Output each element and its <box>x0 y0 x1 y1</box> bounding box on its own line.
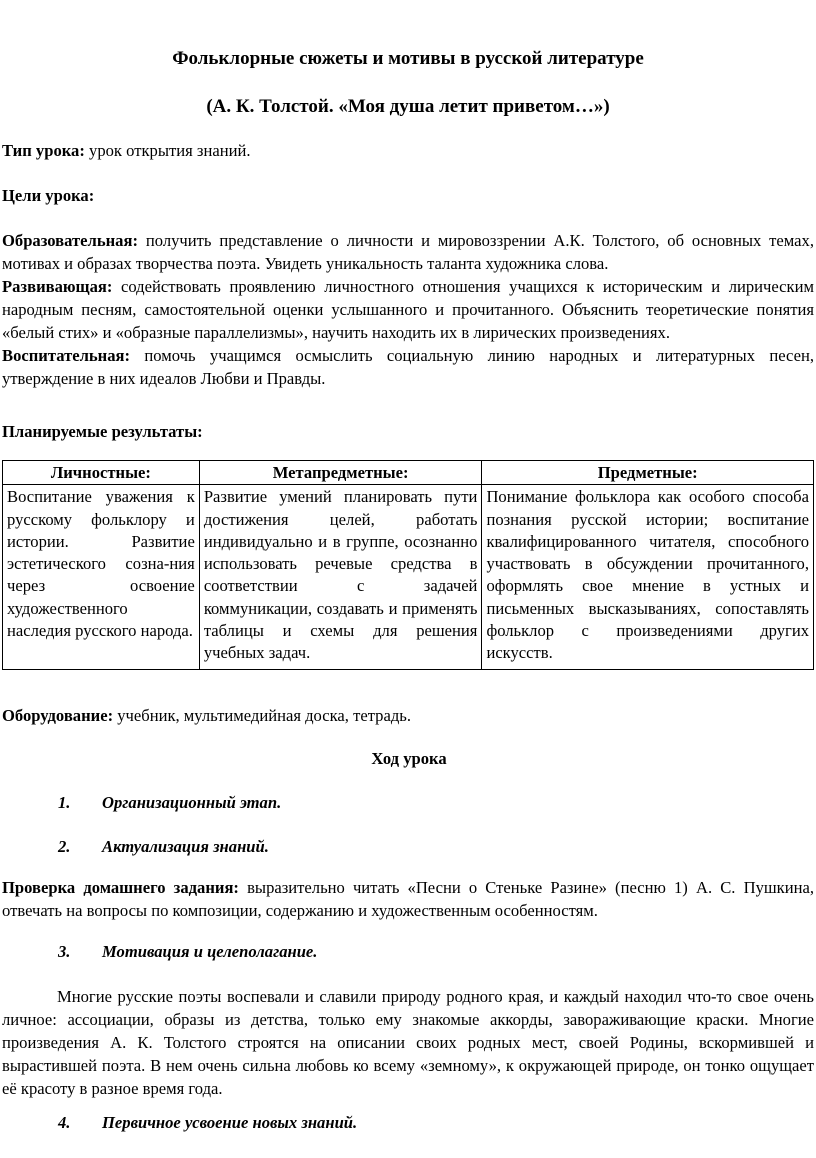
stage-4 <box>0 1113 816 1137</box>
goal-educational-text: получить представление о личности и мировоззрении А.К. Толстого, об основных темах, мотивах и образах творчества поэта. Увидеть уникальность таланта художника слова. <box>2 231 814 273</box>
lesson-type <box>2 141 250 161</box>
stage-1-number: 1. <box>58 793 71 812</box>
motivation-text: Многие русские поэты воспевали и славили природу родного края, и каждый находил что-то свое очень личное: ассоциации, образы из детства, только ему знакомые аккорды, завораживающие краски. Многие произведения А. К. Толстого строятся на описании своих родных мест, своей Родины, вскормившей и вырастившей поэта. В нем очень сильна любовь ко всему «земному», к окружающей природе, он тонко ощущает её красоту в разное время года. <box>2 987 814 1098</box>
goal-upbringing-text: помочь учащимся осмыслить социальную линию народных и литературных песен, утверждение в них идеалов Любви и Правды. <box>2 346 814 388</box>
lesson-type-value: урок открытия знаний. <box>84 141 251 160</box>
goal-developing-label: Развивающая: <box>2 277 113 296</box>
goal-educational-label: Образовательная: <box>2 231 138 250</box>
stage-4-title: Первичное усвоение новых знаний. <box>102 1113 358 1132</box>
stage-3-number: 3. <box>58 942 71 961</box>
stage-2-title: Актуализация знаний. <box>102 837 269 856</box>
page-title: Фольклорные сюжеты и мотивы в русской литературе <box>172 48 644 69</box>
goal-educational <box>2 229 814 275</box>
column-header-metasubject: Метапредметные: <box>199 461 482 485</box>
equipment <box>2 706 411 726</box>
equipment-label: Оборудование: <box>2 706 114 725</box>
column-header-subject: Предметные: <box>482 461 814 485</box>
results-heading <box>2 422 203 442</box>
motivation-paragraph <box>2 985 814 1100</box>
stage-1-title: Организационный этап. <box>102 793 282 812</box>
cell-personal: Воспитание уважения к русскому фольклору и истории. Развитие эстетического созна-ния через освоение художественного наследия русского народа. <box>3 485 200 669</box>
homework-check-text: выразительно читать «Песни о Стеньке Разине» (песню 1) А. С. Пушкина, отвечать на вопросы по композиции, содержанию и художественным особенностям. <box>2 878 814 920</box>
goal-developing-text: содействовать проявлению личностного отношения учащихся к историческим и лирическим народным песням, самостоятельной оценки услышанного и прочитанного. Объяснить теоретические понятия «белый стих» и «образные параллелизмы», научить находить их в лирических произведениях. <box>2 277 814 342</box>
goals-heading-text: Цели урока: <box>2 186 95 205</box>
lesson-type-label: Тип урока: <box>2 141 85 160</box>
stage-2-number: 2. <box>58 837 71 856</box>
goals-block <box>2 229 814 390</box>
goal-upbringing <box>2 344 814 390</box>
homework-check <box>2 876 814 922</box>
table-header-row <box>3 461 814 485</box>
column-header-personal: Личностные: <box>3 461 200 485</box>
goals-heading <box>2 186 94 206</box>
homework-check-label: Проверка домашнего задания: <box>2 878 239 897</box>
results-table <box>2 460 814 670</box>
page-subtitle: (А. К. Толстой. «Моя душа летит приветом…») <box>206 96 610 117</box>
cell-metasubject: Развитие умений планировать пути достижения целей, работать индивидуально и в группе, осознанно использовать речевые средства в соответствии с задачей коммуникации, создавать и применять таблицы и схемы для решения учебных задач. <box>199 485 482 669</box>
stage-3-title: Мотивация и целеполагание. <box>102 942 318 961</box>
stage-2 <box>0 837 816 861</box>
table-row <box>3 485 814 669</box>
cell-subject: Понимание фольклора как особого способа познания русской истории; воспитание квалифицированного читателя, способного участвовать в обсуждении прочитанного, оформлять свое мнение в устных и письменных высказываниях, сопоставлять фольклор с произведениями других искусств. <box>482 485 814 669</box>
course-heading: Ход урока <box>371 749 447 768</box>
stage-4-number: 4. <box>58 1113 71 1132</box>
stage-1 <box>0 793 816 817</box>
goal-developing <box>2 275 814 344</box>
stage-3 <box>0 942 816 966</box>
goal-upbringing-label: Воспитательная: <box>2 346 131 365</box>
results-heading-text: Планируемые результаты: <box>2 422 203 441</box>
equipment-value: учебник, мультимедийная доска, тетрадь. <box>113 706 411 725</box>
